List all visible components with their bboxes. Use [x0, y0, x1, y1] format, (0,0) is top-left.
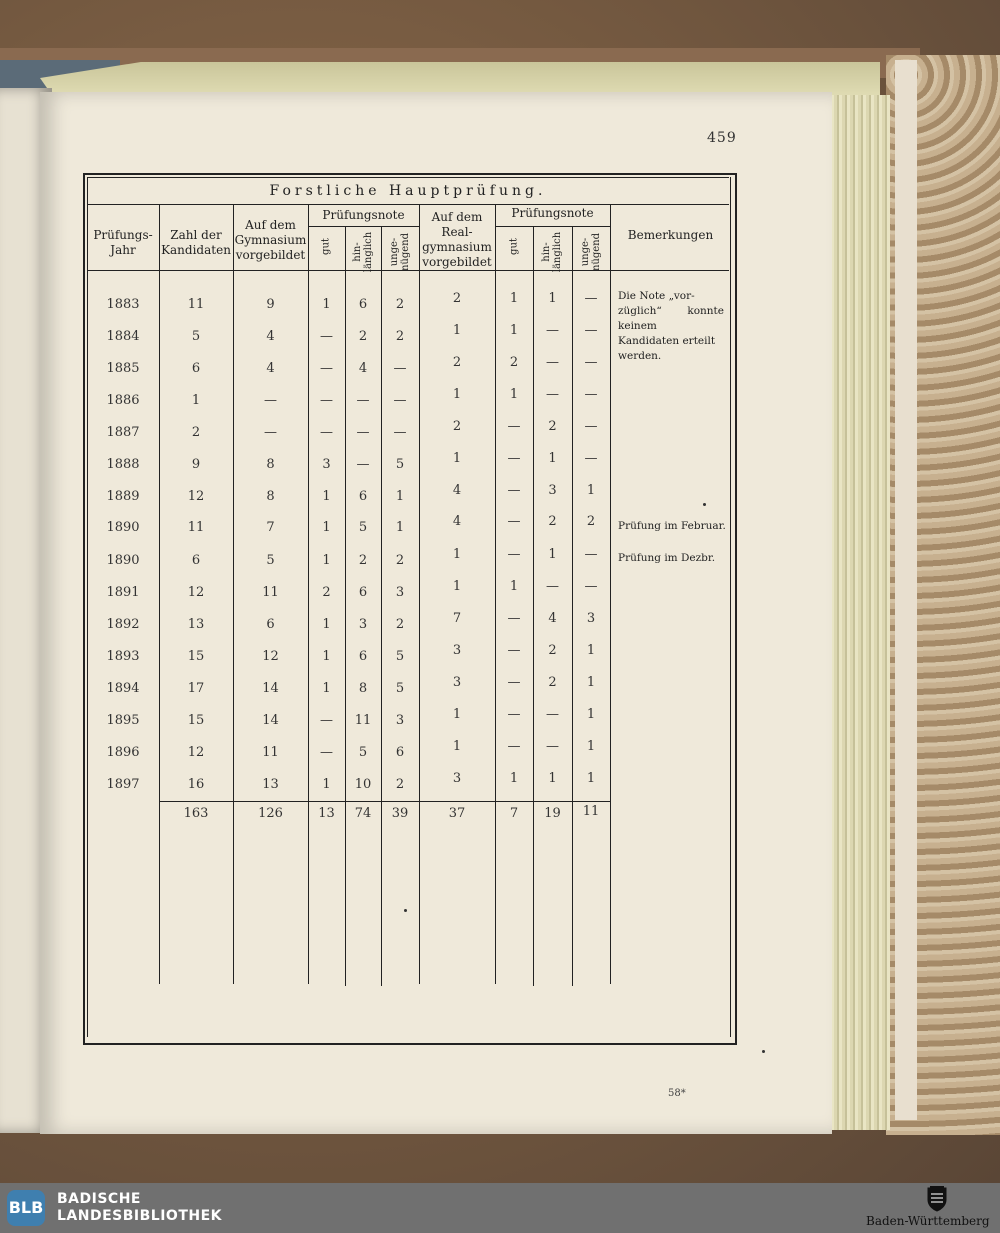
cell-r-ung: —: [584, 451, 598, 466]
cell-r-gut: —: [507, 739, 521, 754]
cell-r-ung: —: [584, 579, 598, 594]
cell-g-ung: 5: [395, 681, 405, 696]
cell-r-gut: —: [507, 514, 521, 529]
cell-real: 2: [452, 291, 462, 306]
total-real: 37: [448, 806, 466, 821]
cell-gymnasium: 8: [266, 489, 275, 504]
header-pruefungsnote-gymnasium: Prüfungsnote: [322, 208, 405, 222]
cell-gymnasium: 14: [262, 713, 279, 728]
cell-g-ung: 5: [395, 457, 405, 472]
cell-g-gut: 1: [322, 681, 331, 696]
cell-r-gut: —: [507, 451, 521, 466]
cell-real: 3: [452, 675, 462, 690]
cell-kandidaten: 11: [187, 520, 205, 535]
cell-jahr: 1884: [106, 329, 140, 344]
cell-g-gut: 1: [322, 297, 331, 312]
exam-table: [83, 173, 735, 1043]
cell-r-gut: 2: [509, 355, 519, 370]
cell-gymnasium: 12: [262, 649, 279, 664]
cell-jahr: 1894: [106, 681, 140, 696]
cell-g-gut: 1: [322, 489, 331, 504]
cell-g-hin: —: [356, 457, 370, 472]
cell-jahr: 1890: [106, 553, 140, 568]
ink-speck: [762, 1050, 765, 1053]
cell-r-gut: 1: [509, 771, 519, 786]
cell-kandidaten: 15: [187, 713, 205, 728]
cell-r-hin: 2: [548, 675, 557, 690]
cell-g-hin: 5: [358, 745, 368, 760]
cell-gymnasium: 4: [266, 329, 275, 344]
total-g-gut: 13: [318, 806, 335, 821]
cell-r-hin: 3: [548, 483, 557, 498]
cell-g-ung: 2: [395, 329, 405, 344]
cell-jahr: 1893: [106, 649, 140, 664]
header-gut: gut: [508, 238, 520, 255]
cell-gymnasium: 14: [262, 681, 279, 696]
cell-jahr: 1885: [106, 361, 140, 376]
total-gymnasium: 126: [258, 806, 283, 821]
cell-real: 1: [452, 451, 462, 466]
cell-r-hin: 4: [548, 611, 557, 626]
cell-kandidaten: 12: [187, 745, 205, 760]
cell-g-gut: 1: [322, 520, 331, 535]
cell-g-gut: 1: [322, 649, 331, 664]
cell-r-ung: 1: [586, 771, 596, 786]
cell-gymnasium: —: [264, 393, 277, 408]
cell-real: 1: [452, 323, 462, 338]
cell-g-ung: 5: [395, 649, 405, 664]
coat-of-arms-icon: [926, 1186, 948, 1212]
page-number: 459: [707, 130, 737, 146]
cell-r-hin: 2: [548, 514, 557, 529]
cell-real: 4: [452, 514, 462, 529]
cell-gymnasium: 13: [262, 777, 279, 792]
cell-g-gut: 3: [322, 457, 331, 472]
cell-r-hin: 2: [548, 643, 557, 658]
cell-real: 1: [452, 579, 462, 594]
cell-gymnasium: 6: [266, 617, 275, 632]
cell-g-gut: —: [320, 361, 333, 376]
cell-real: 2: [452, 419, 462, 434]
cell-kandidaten: 17: [187, 681, 205, 696]
cell-r-hin: —: [546, 707, 559, 722]
cell-r-ung: 3: [586, 611, 596, 626]
cell-r-ung: 2: [586, 514, 596, 529]
cell-gymnasium: 7: [266, 520, 275, 535]
cover-edge: [895, 60, 917, 1120]
cell-g-ung: —: [393, 393, 407, 408]
cell-kandidaten: 11: [187, 297, 205, 312]
cell-jahr: 1892: [106, 617, 140, 632]
cell-kandidaten: 12: [187, 585, 205, 600]
cell-jahr: 1891: [106, 585, 140, 600]
cell-g-hin: 2: [358, 553, 368, 568]
total-r-gut: 7: [509, 806, 519, 821]
cell-r-ung: —: [584, 547, 598, 562]
total-g-hin: 74: [354, 806, 372, 821]
cell-g-hin: 5: [358, 520, 368, 535]
cell-g-hin: 6: [358, 489, 368, 504]
cell-g-hin: 11: [354, 713, 372, 728]
cell-g-ung: 1: [395, 520, 405, 535]
cell-g-gut: —: [320, 713, 333, 728]
cell-g-hin: 10: [354, 777, 372, 792]
cell-real: 1: [452, 707, 462, 722]
cell-r-gut: —: [507, 675, 521, 690]
header-ungenuegend: unge- nügend: [580, 232, 602, 272]
cell-real: 1: [452, 387, 462, 402]
library-name[interactable]: BADISCHE LANDESBIBLIOTHEK: [57, 1191, 223, 1224]
cell-g-ung: —: [393, 425, 407, 440]
cell-real: 3: [452, 643, 462, 658]
cell-kandidaten: 6: [191, 361, 201, 376]
cell-kandidaten: 2: [191, 425, 201, 440]
cell-real: 2: [452, 355, 462, 370]
cell-g-ung: 3: [395, 585, 405, 600]
cell-g-ung: 2: [395, 553, 405, 568]
cell-r-gut: —: [507, 611, 521, 626]
cell-r-ung: 1: [586, 675, 596, 690]
cell-kandidaten: 15: [187, 649, 205, 664]
cell-r-gut: —: [507, 643, 521, 658]
cell-real: 4: [452, 483, 462, 498]
cell-r-hin: —: [546, 739, 559, 754]
cell-g-ung: —: [393, 361, 407, 376]
cell-g-hin: —: [356, 393, 370, 408]
remark-1890-feb: Prüfung im Februar.: [618, 520, 726, 532]
cell-gymnasium: 11: [262, 585, 279, 600]
cell-r-gut: 1: [509, 291, 519, 306]
header-pruefungsnote-real: Prüfungsnote: [511, 206, 594, 220]
cell-g-hin: 6: [358, 649, 368, 664]
cell-r-ung: —: [584, 291, 598, 306]
cell-real: 1: [452, 547, 462, 562]
cell-r-ung: —: [584, 323, 598, 338]
cell-g-gut: —: [320, 425, 333, 440]
footer-bar: [0, 1183, 1000, 1233]
header-hinlaenglich: hin- länglich: [352, 231, 374, 273]
cell-kandidaten: 6: [191, 553, 201, 568]
cell-r-ung: 1: [586, 483, 596, 498]
cell-real: 7: [452, 611, 462, 626]
cell-r-gut: —: [507, 483, 521, 498]
cell-r-ung: 1: [586, 707, 596, 722]
cell-r-hin: —: [546, 387, 559, 402]
total-g-ung: 39: [391, 806, 409, 821]
cell-r-ung: 1: [586, 643, 596, 658]
cell-r-gut: 1: [509, 323, 519, 338]
cell-r-gut: 1: [509, 387, 519, 402]
cell-g-ung: 2: [395, 297, 405, 312]
cell-jahr: 1890: [106, 520, 140, 535]
cell-g-gut: —: [320, 393, 333, 408]
cell-jahr: 1887: [106, 425, 140, 440]
header-jahr: Prüfungs- Jahr: [93, 228, 153, 257]
cell-r-ung: —: [584, 387, 598, 402]
cell-gymnasium: 8: [266, 457, 275, 472]
cell-g-gut: 1: [322, 777, 331, 792]
header-kandidaten: Zahl der Kandidaten: [161, 228, 231, 257]
header-bemerkungen: Bemerkungen: [627, 228, 714, 242]
total-r-ung: 11: [582, 804, 600, 819]
cell-r-hin: 1: [548, 291, 557, 306]
cell-jahr: 1896: [106, 745, 140, 760]
cell-jahr: 1895: [106, 713, 140, 728]
cell-jahr: 1883: [106, 297, 140, 312]
cell-jahr: 1888: [106, 457, 140, 472]
cell-r-hin: 2: [548, 419, 557, 434]
cell-kandidaten: 12: [187, 489, 205, 504]
cell-g-gut: —: [320, 329, 333, 344]
cell-g-gut: 1: [322, 553, 331, 568]
printer-signature: 58*: [668, 1088, 686, 1099]
cell-kandidaten: 13: [187, 617, 205, 632]
cell-r-gut: 1: [509, 579, 519, 594]
cell-g-ung: 3: [395, 713, 405, 728]
cell-g-ung: 2: [395, 777, 405, 792]
cell-r-gut: —: [507, 419, 521, 434]
header-realgymnasium: Auf dem Real- gymnasium vorgebildet: [422, 210, 492, 269]
cell-kandidaten: 9: [191, 457, 201, 472]
cell-g-hin: 6: [358, 297, 368, 312]
state-name[interactable]: Baden-Württemberg: [866, 1214, 990, 1228]
cell-g-hin: 6: [358, 585, 368, 600]
header-ungenuegend: unge- nügend: [389, 232, 411, 272]
cell-real: 3: [452, 771, 462, 786]
remark-1883: Die Note „vor- züglich“ konnte keinem Kandidaten erteilt werden.: [618, 290, 724, 362]
remark-1890-dez: Prüfung im Dezbr.: [618, 552, 716, 564]
header-gymnasium: Auf dem Gymnasium vorgebildet: [234, 218, 307, 262]
cell-r-gut: —: [507, 707, 521, 722]
cell-g-ung: 2: [395, 617, 405, 632]
cell-gymnasium: 5: [266, 553, 275, 568]
table-title: Forstliche Hauptprüfung.: [87, 177, 729, 205]
cell-kandidaten: 5: [191, 329, 201, 344]
cell-gymnasium: —: [264, 425, 277, 440]
cell-g-hin: 8: [358, 681, 368, 696]
cell-jahr: 1886: [106, 393, 140, 408]
header-gut: gut: [320, 238, 332, 255]
cell-r-hin: 1: [548, 547, 557, 562]
cell-g-ung: 1: [395, 489, 405, 504]
header-hinlaenglich: hin- länglich: [541, 231, 563, 273]
cell-r-ung: —: [584, 355, 598, 370]
total-kandidaten: 163: [183, 806, 209, 821]
cell-r-hin: —: [546, 579, 559, 594]
cell-g-gut: —: [320, 745, 333, 760]
cell-gymnasium: 4: [266, 361, 275, 376]
cell-g-hin: 4: [358, 361, 368, 376]
cell-r-hin: —: [546, 355, 559, 370]
cell-r-hin: 1: [548, 451, 557, 466]
cell-r-ung: 1: [586, 739, 596, 754]
cell-real: 1: [452, 739, 462, 754]
cell-jahr: 1889: [106, 489, 140, 504]
cell-r-hin: 1: [548, 771, 557, 786]
cell-g-hin: 3: [358, 617, 368, 632]
cell-kandidaten: 16: [187, 777, 205, 792]
total-r-hin: 19: [544, 806, 561, 821]
cell-g-hin: —: [356, 425, 370, 440]
cell-r-gut: —: [507, 547, 521, 562]
cell-r-hin: —: [546, 323, 559, 338]
cell-kandidaten: 1: [191, 393, 201, 408]
cell-g-hin: 2: [358, 329, 368, 344]
blb-logo[interactable]: BLB: [7, 1190, 45, 1226]
cell-g-gut: 2: [322, 585, 331, 600]
cell-g-ung: 6: [395, 745, 405, 760]
cell-gymnasium: 9: [266, 297, 275, 312]
cell-jahr: 1897: [106, 777, 140, 792]
cell-g-gut: 1: [322, 617, 331, 632]
cell-gymnasium: 11: [262, 745, 279, 760]
cell-r-ung: —: [584, 419, 598, 434]
